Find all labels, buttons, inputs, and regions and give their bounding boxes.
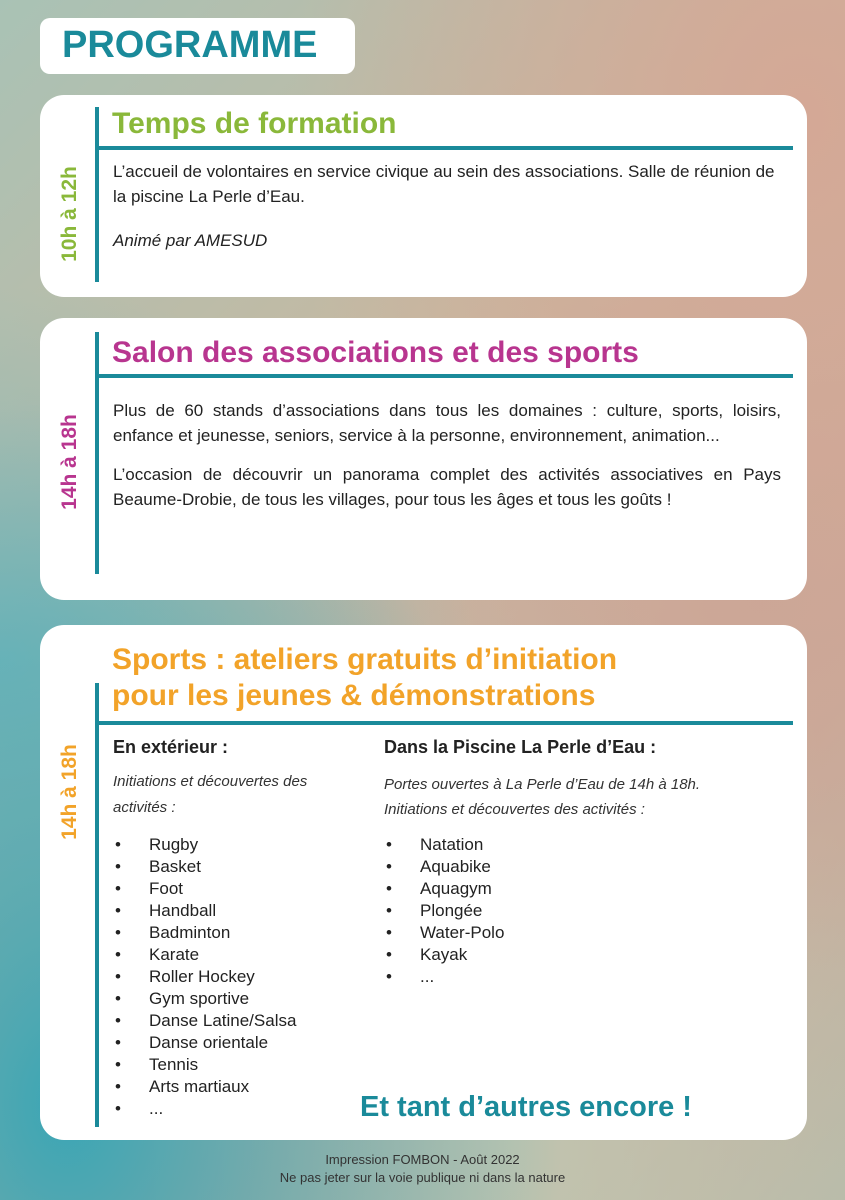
section-paragraph: L’accueil de volontaires en service civique au sein des associations. Salle de réunion de la piscine La Perle d’Eau.: [113, 162, 775, 206]
outdoor-activity-item: • Danse Latine/Salsa: [113, 1010, 373, 1032]
section-vertical-rule: [95, 332, 99, 574]
section-heading: Temps de formation: [112, 107, 397, 140]
section-card-sports: [40, 625, 807, 1140]
pool-title: Dans la Piscine La Perle d’Eau :: [384, 737, 657, 757]
pool-note-line-1: Portes ouvertes à La Perle d’Eau de 14h à 18h.: [384, 776, 701, 793]
section-paragraph: Plus de 60 stands d’associations dans tous les domaines : culture, sports, loisirs, enfance et jeunesse, seniors, service à la personne, environnement, animation...: [113, 401, 781, 445]
footer-disposal-notice: Ne pas jeter sur la voie publique ni dans la nature: [279, 1170, 566, 1185]
outdoor-activity-item: • Handball: [113, 900, 373, 922]
footer-print-info: Impression FOMBON - Août 2022: [325, 1152, 520, 1167]
time-label: 14h à 18h: [58, 414, 81, 510]
outdoor-activity-item: • Roller Hockey: [113, 966, 373, 988]
outdoor-activity-item: • Badminton: [113, 922, 373, 944]
outdoor-note: Initiations et découvertes des activités :: [113, 773, 308, 816]
outdoor-activity-item: • Arts martiaux: [113, 1076, 373, 1098]
programme-title-box: [40, 18, 355, 74]
pool-activity-item: • Natation: [384, 834, 644, 856]
pool-activity-item: • Plongée: [384, 900, 644, 922]
outdoor-activity-item: • ...: [113, 1098, 373, 1120]
page-title: PROGRAMME: [62, 24, 318, 66]
section-body: [113, 398, 781, 512]
pool-activity-item: • Water-Polo: [384, 922, 644, 944]
outdoor-activity-item: • Tennis: [113, 1054, 373, 1076]
pool-activity-item: • ...: [384, 966, 644, 988]
section-heading-line-2: pour les jeunes & démonstrations: [112, 679, 596, 712]
outdoor-activity-list: [113, 834, 373, 1120]
pool-activity-list: [384, 834, 644, 988]
time-label: 14h à 18h: [58, 744, 81, 840]
outdoor-activity-item: • Foot: [113, 878, 373, 900]
pool-activity-item: • Kayak: [384, 944, 644, 966]
section-credit: Animé par AMESUD: [113, 231, 268, 250]
footer: [0, 1151, 845, 1187]
closing-statement: Et tant d’autres encore !: [360, 1091, 692, 1123]
section-card-formation: [40, 95, 807, 297]
outdoor-activity-item: • Karate: [113, 944, 373, 966]
section-heading: Salon des associations et des sports: [112, 336, 639, 369]
outdoor-activity-item: • Danse orientale: [113, 1032, 373, 1054]
section-horizontal-rule: [95, 374, 793, 378]
section-body: [113, 159, 781, 253]
section-vertical-rule: [95, 107, 99, 282]
pool-activity-item: • Aquabike: [384, 856, 644, 878]
outdoor-activity-item: • Gym sportive: [113, 988, 373, 1010]
pool-activity-item: • Aquagym: [384, 878, 644, 900]
section-horizontal-rule: [95, 721, 793, 725]
section-heading-line-1: Sports : ateliers gratuits d’initiation: [112, 643, 618, 676]
outdoor-title: En extérieur :: [113, 737, 229, 757]
pool-note-line-2: Initiations et découvertes des activités :: [384, 801, 645, 818]
time-label: 10h à 12h: [58, 166, 81, 262]
section-paragraph: L’occasion de découvrir un panorama complet des activités associatives en Pays Beaume-Drobie, de tous les villages, pour tous les âges et tous les goûts !: [113, 465, 781, 509]
outdoor-activity-item: • Rugby: [113, 834, 373, 856]
outdoor-activity-item: • Basket: [113, 856, 373, 878]
section-vertical-rule: [95, 683, 99, 1127]
section-card-salon: [40, 318, 807, 600]
section-horizontal-rule: [95, 146, 793, 150]
